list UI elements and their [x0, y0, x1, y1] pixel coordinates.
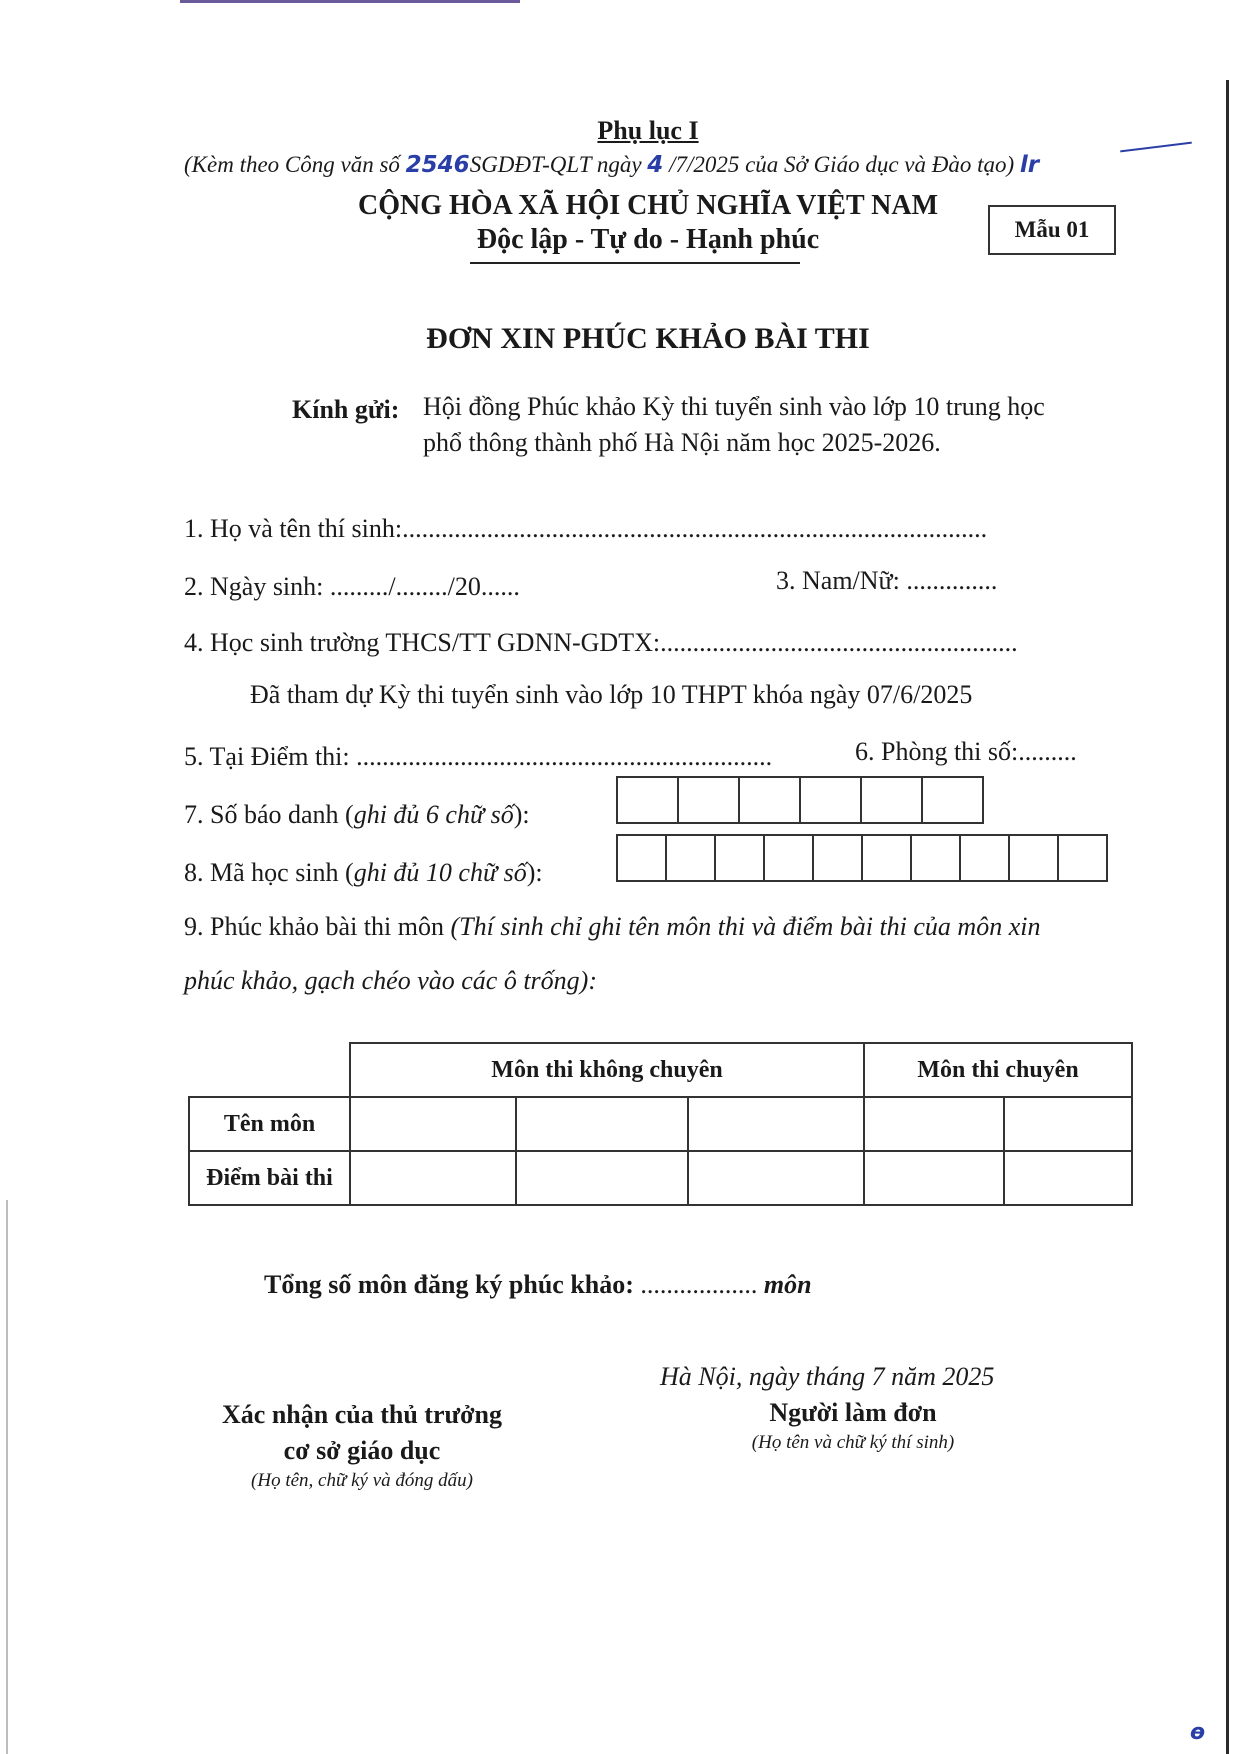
candidate-number-suffix: ): — [513, 800, 530, 829]
subject-cell[interactable] — [1004, 1097, 1132, 1151]
place-and-date: Hà Nội, ngày tháng 7 năm 2025 — [660, 1362, 995, 1391]
nation-name: CỘNG HÒA XÃ HỘI CHỦ NGHĨA VIỆT NAM — [357, 190, 939, 221]
student-code-label — [184, 858, 543, 888]
total-label: Tổng số môn đăng ký phúc khảo: — [264, 1270, 634, 1299]
total-dots: .................. — [633, 1270, 764, 1299]
confirmation-title-line-2: cơ sở giáo dục — [283, 1436, 441, 1465]
review-hint-line-2: phúc khảo, gạch chéo vào các ô trống): — [184, 966, 597, 995]
candidate-digit-box[interactable] — [860, 776, 923, 824]
field-exam-room[interactable]: 6. Phòng thi số:......... — [855, 737, 1077, 766]
handwritten-mark: lr — [1019, 152, 1040, 178]
subject-table-header — [189, 1043, 1132, 1097]
form-code-box: Mẫu 01 — [988, 205, 1116, 255]
student-code-prefix: 8. Mã học sinh ( — [184, 858, 354, 887]
row-label-subject: Tên môn — [189, 1097, 350, 1151]
table-corner — [189, 1043, 350, 1097]
row-label-score: Điểm bài thi — [189, 1151, 350, 1205]
subject-cell[interactable] — [350, 1097, 516, 1151]
handwritten-doc-number: 2546 — [405, 152, 470, 178]
subject-cell[interactable] — [864, 1097, 1004, 1151]
total-unit: môn — [763, 1270, 812, 1299]
recipient-line-1: Hội đồng Phúc khảo Kỳ thi tuyển sinh vào lớp 10 trung học — [423, 392, 1045, 421]
reference-line — [184, 152, 1039, 178]
score-cell[interactable] — [688, 1151, 864, 1205]
student-code-digit-box[interactable] — [1057, 834, 1108, 882]
scan-edge-left — [6, 1200, 8, 1754]
handwritten-day: 4 — [647, 152, 664, 178]
applicant-signature-note: (Họ tên và chữ ký thí sinh) — [751, 1432, 955, 1453]
total-subjects-line[interactable] — [264, 1270, 812, 1300]
form-title: ĐƠN XIN PHÚC KHẢO BÀI THI — [426, 322, 870, 355]
motto-underline — [470, 262, 800, 264]
student-code-digit-box[interactable] — [763, 834, 814, 882]
student-code-boxes[interactable] — [618, 834, 1108, 882]
review-prefix: 9. Phúc khảo bài thi môn — [184, 912, 451, 941]
applicant-title: Người làm đơn — [769, 1398, 937, 1427]
national-motto: Độc lập - Tự do - Hạnh phúc — [476, 224, 820, 255]
reference-middle: SGDĐT-QLT ngày — [469, 152, 648, 177]
candidate-digit-box[interactable] — [921, 776, 984, 824]
candidate-digit-box[interactable] — [616, 776, 679, 824]
candidate-digit-box[interactable] — [799, 776, 862, 824]
student-code-digit-box[interactable] — [861, 834, 912, 882]
review-hint-line-1: (Thí sinh chỉ ghi tên môn thi và điểm bài thi của môn xin — [450, 912, 1041, 941]
student-code-digit-box[interactable] — [910, 834, 961, 882]
handwritten-corner-mark: ɵ — [1190, 1720, 1206, 1745]
subject-score-row — [189, 1151, 1132, 1205]
candidate-number-boxes[interactable] — [618, 776, 984, 824]
student-code-digit-box[interactable] — [665, 834, 716, 882]
score-cell[interactable] — [516, 1151, 688, 1205]
student-code-digit-box[interactable] — [1008, 834, 1059, 882]
appendix-title: Phụ lục I — [597, 116, 699, 145]
exam-attendance-note: Đã tham dự Kỳ thi tuyển sinh vào lớp 10 THPT khóa ngày 07/6/2025 — [250, 680, 973, 709]
candidate-digit-box[interactable] — [738, 776, 801, 824]
candidate-number-hint: ghi đủ 6 chữ số — [353, 800, 514, 829]
student-code-hint: ghi đủ 10 chữ số — [353, 858, 527, 887]
score-cell[interactable] — [1004, 1151, 1132, 1205]
review-subject-instruction — [184, 912, 1040, 942]
field-exam-site[interactable]: 5. Tại Điểm thi: ................................................................ — [184, 742, 773, 771]
score-cell[interactable] — [864, 1151, 1004, 1205]
candidate-number-prefix: 7. Số báo danh ( — [184, 800, 354, 829]
reference-prefix: (Kèm theo Công văn số — [184, 152, 406, 177]
subject-name-row — [189, 1097, 1132, 1151]
subject-cell[interactable] — [516, 1097, 688, 1151]
confirmation-signature-note: (Họ tên, chữ ký và đóng dấu) — [251, 1470, 473, 1491]
score-cell[interactable] — [350, 1151, 516, 1205]
student-code-digit-box[interactable] — [959, 834, 1010, 882]
student-code-digit-box[interactable] — [812, 834, 863, 882]
candidate-digit-box[interactable] — [677, 776, 740, 824]
student-code-digit-box[interactable] — [616, 834, 667, 882]
field-school[interactable]: 4. Học sinh trường THCS/TT GDNN-GDTX:....................................................... — [184, 628, 1018, 657]
field-full-name[interactable]: 1. Họ và tên thí sinh:.......................................................................................... — [184, 514, 988, 543]
field-date-of-birth[interactable]: 2. Ngày sinh: ........./......../20...... — [184, 572, 520, 601]
candidate-number-label — [184, 800, 530, 830]
student-code-digit-box[interactable] — [714, 834, 765, 882]
regular-subjects-header: Môn thi không chuyên — [350, 1043, 864, 1097]
subject-table — [188, 1042, 1133, 1206]
recipient-line-2: phổ thông thành phố Hà Nội năm học 2025-2026. — [423, 428, 941, 457]
confirmation-title-line-1: Xác nhận của thủ trưởng — [222, 1400, 502, 1429]
field-gender[interactable]: 3. Nam/Nữ: .............. — [776, 566, 998, 595]
recipient-label: Kính gửi: — [292, 395, 400, 424]
subject-cell[interactable] — [688, 1097, 864, 1151]
student-code-suffix: ): — [526, 858, 543, 887]
specialized-subjects-header: Môn thi chuyên — [864, 1043, 1132, 1097]
reference-suffix: /7/2025 của Sở Giáo dục và Đào tạo) — [663, 152, 1015, 177]
scan-edge-top — [180, 0, 520, 3]
